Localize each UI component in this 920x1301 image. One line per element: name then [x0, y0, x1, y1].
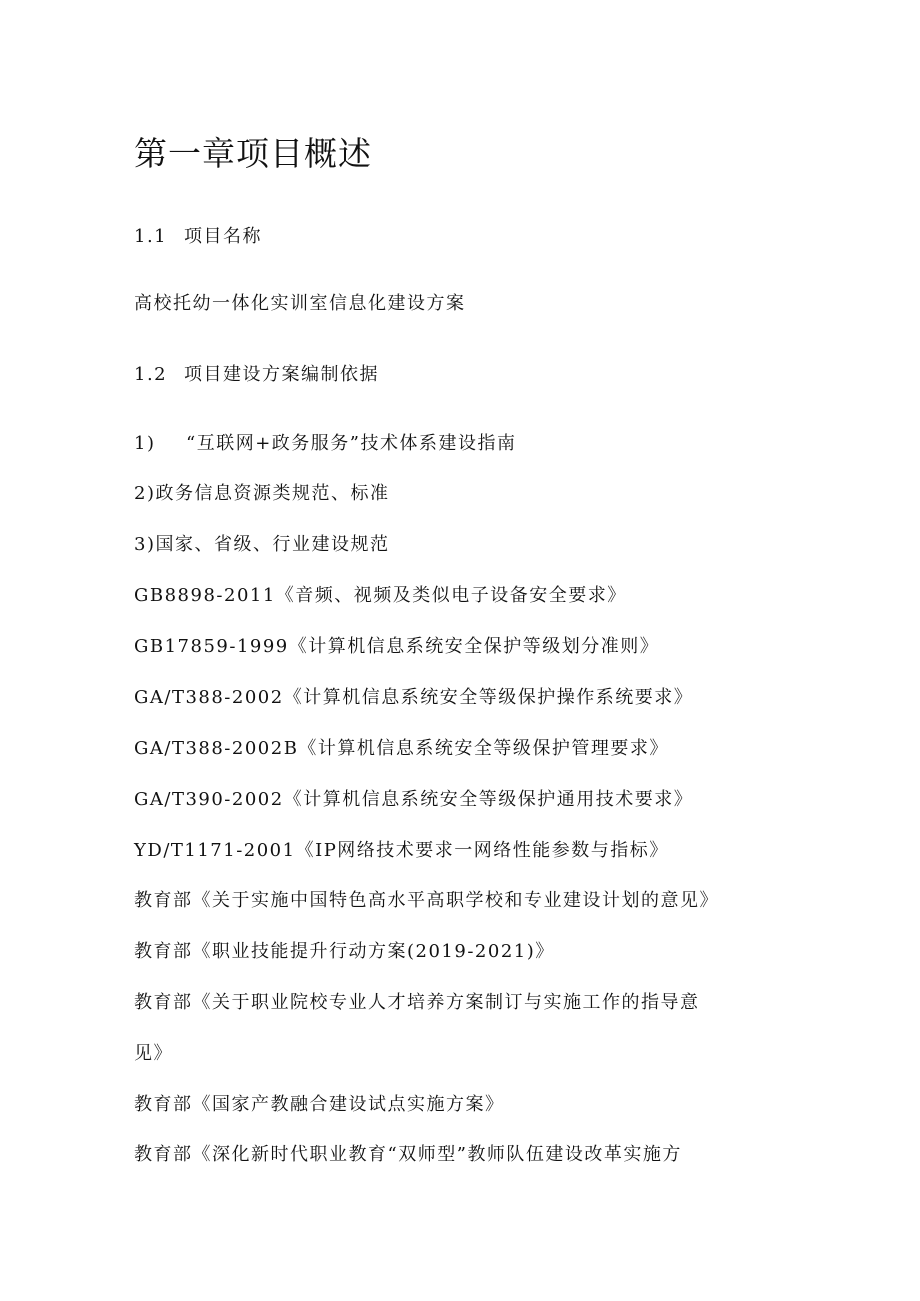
- reference-item: GA/T390-2002《计算机信息系统安全等级保护通用技术要求》: [134, 789, 694, 810]
- basis-item-text: 政务信息资源类规范、标准: [155, 483, 390, 504]
- list-marker: 1): [134, 433, 156, 454]
- chapter-title: 第一章项目概述: [134, 134, 372, 173]
- reference-item: 教育部《职业技能提升行动方案(2019-2021)》: [134, 941, 555, 962]
- section-title: 项目建设方案编制依据: [184, 364, 379, 385]
- reference-item: 教育部《国家产教融合建设试点实施方案》: [134, 1094, 505, 1115]
- basis-item-text: 国家、省级、行业建设规范: [155, 534, 390, 555]
- section-title: 项目名称: [184, 226, 262, 247]
- section-number: 1.2: [134, 364, 168, 385]
- reference-item: GA/T388-2002B《计算机信息系统安全等级保护管理要求》: [134, 738, 669, 759]
- reference-item: GB8898-2011《音频、视频及类似电子设备安全要求》: [134, 585, 627, 606]
- basis-item-2: [134, 482, 389, 506]
- basis-item-3: [134, 533, 389, 557]
- basis-item-1: [134, 432, 517, 456]
- project-name: 高校托幼一体化实训室信息化建设方案: [134, 293, 466, 314]
- reference-item: 教育部《关于实施中国特色高水平高职学校和专业建设计划的意见》: [134, 890, 719, 911]
- reference-item: 教育部《深化新时代职业教育“双师型”教师队伍建设改革实施方: [134, 1144, 682, 1165]
- reference-item: 教育部《关于职业院校专业人才培养方案制订与实施工作的指导意: [134, 992, 700, 1013]
- section-number: 1.1: [134, 226, 168, 247]
- section-heading-1-1: [134, 225, 262, 249]
- list-marker: 3): [134, 534, 156, 555]
- reference-item-continued: 见》: [134, 1043, 173, 1064]
- reference-item: YD/T1171-2001《IP网络技术要求一网络性能参数与指标》: [134, 840, 669, 861]
- reference-item: GB17859-1999《计算机信息系统安全保护等级划分准则》: [134, 636, 660, 657]
- reference-item: GA/T388-2002《计算机信息系统安全等级保护操作系统要求》: [134, 687, 694, 708]
- section-heading-1-2: [134, 363, 379, 387]
- basis-item-text: “互联网+政务服务”技术体系建设指南: [186, 433, 517, 454]
- list-marker: 2): [134, 483, 156, 504]
